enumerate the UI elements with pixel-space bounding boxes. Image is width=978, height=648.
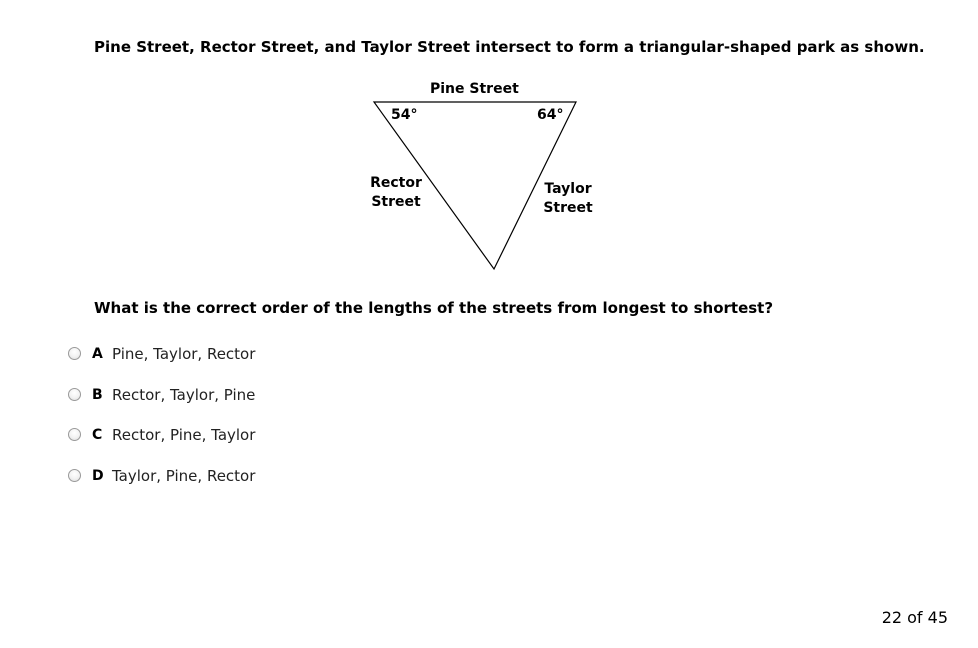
question-stem: Pine Street, Rector Street, and Taylor Street intersect to form a triangular-shaped park as shown. [94, 38, 925, 56]
choice-a[interactable] [68, 342, 255, 383]
choice-text-d: Taylor, Pine, Rector [112, 466, 256, 485]
radio-button-c[interactable] [68, 428, 81, 441]
page-indicator: 22 of 45 [881, 608, 948, 627]
radio-button-d[interactable] [68, 469, 81, 482]
radio-button-a[interactable] [68, 347, 81, 360]
choice-letter-a: A [92, 346, 103, 362]
choice-d[interactable] [68, 464, 255, 505]
question-prompt: What is the correct order of the lengths of the streets from longest to shortest? [94, 299, 774, 317]
choice-c[interactable] [68, 423, 255, 464]
choice-text-c: Rector, Pine, Taylor [112, 426, 256, 444]
choice-text-b: Rector, Taylor, Pine [112, 385, 256, 404]
rector-label-line1: Rector [370, 175, 422, 191]
answer-choices [68, 342, 255, 504]
pine-street-label: Pine Street [430, 81, 519, 97]
rector-label-line2: Street [371, 194, 421, 210]
right-angle-label: 64° [537, 107, 564, 123]
triangle-figure [360, 78, 600, 278]
taylor-street-label [538, 180, 598, 218]
choice-text-a: Pine, Taylor, Rector [112, 345, 256, 363]
taylor-label-line2: Street [543, 200, 593, 216]
radio-button-b[interactable] [68, 388, 81, 401]
left-angle-label: 54° [391, 107, 418, 123]
choice-letter-d: D [92, 467, 104, 484]
choice-letter-b: B [92, 386, 103, 403]
rector-street-label [364, 174, 428, 212]
choice-letter-c: C [92, 427, 103, 443]
choice-b[interactable] [68, 383, 255, 424]
taylor-label-line1: Taylor [544, 181, 592, 197]
